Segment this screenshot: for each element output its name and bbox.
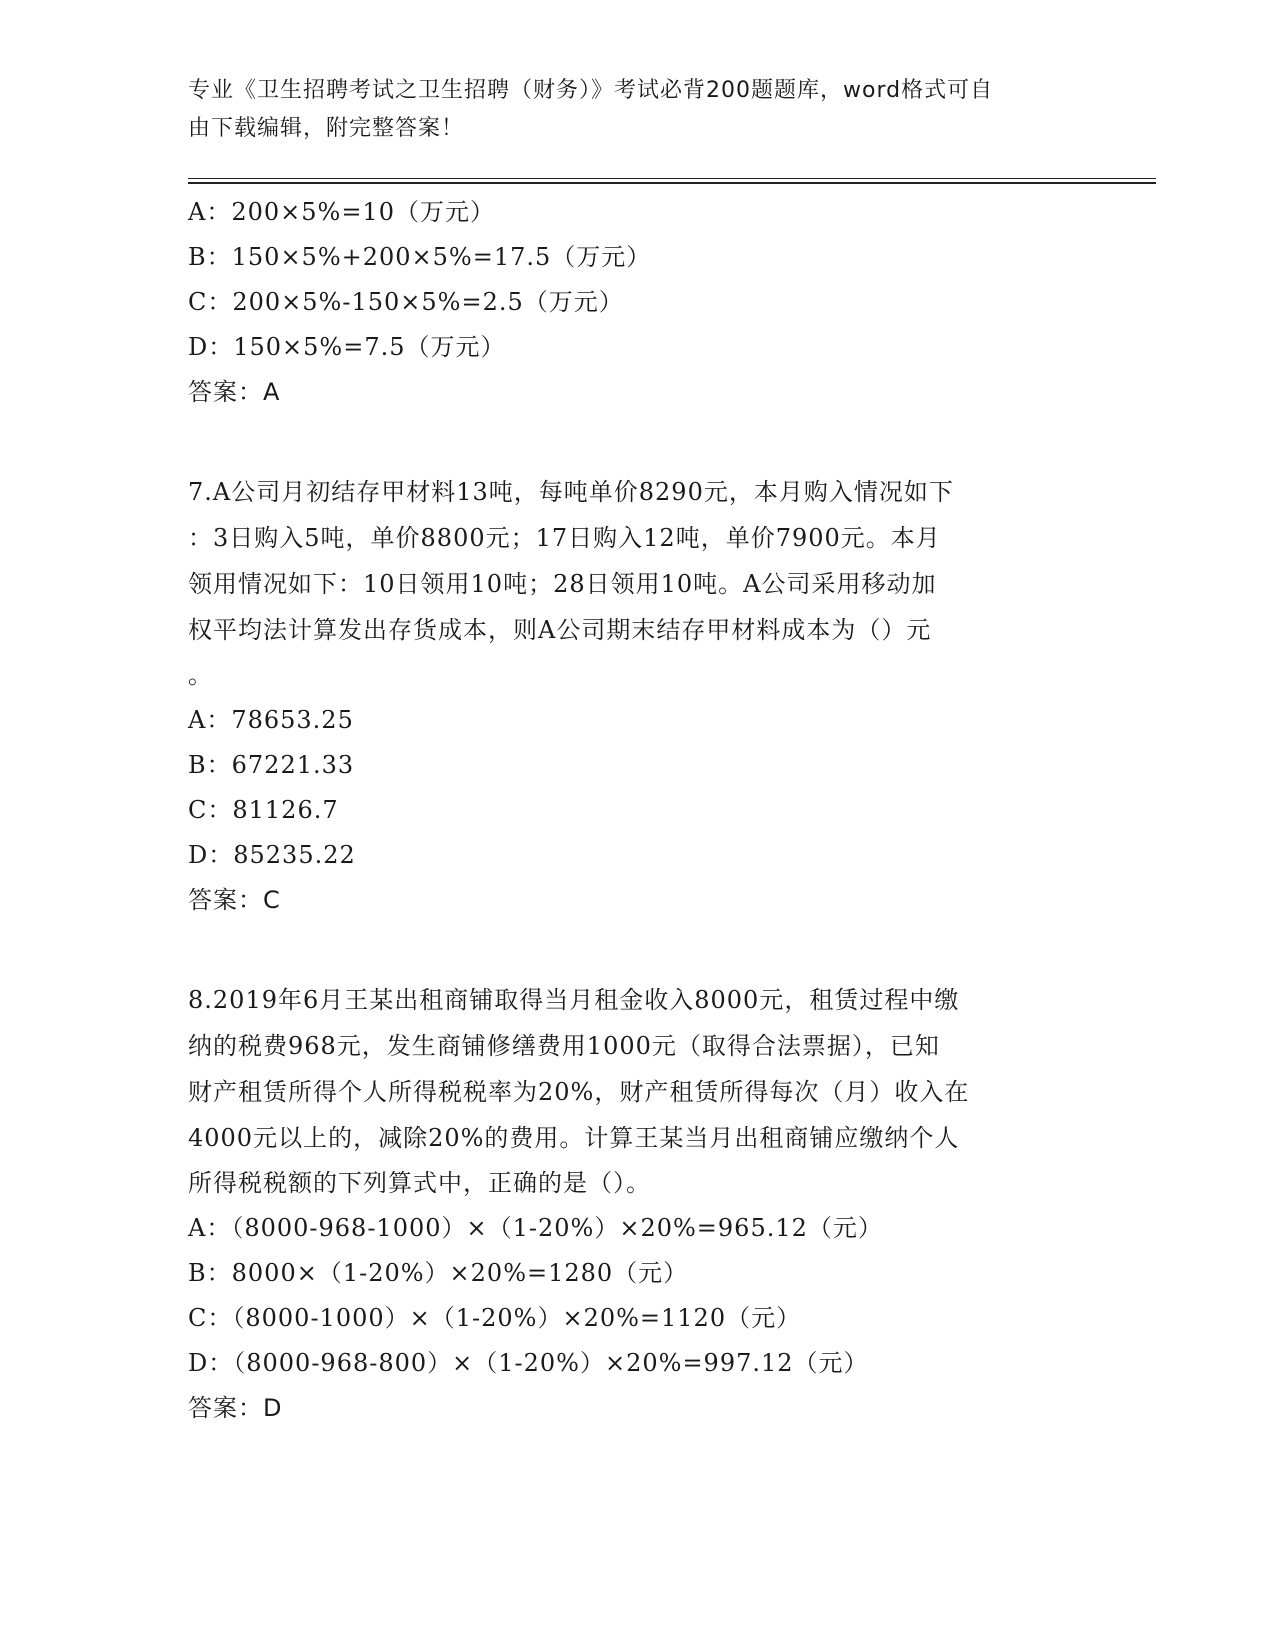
q7-option-d: D：85235.22 [188,841,356,869]
question-8-block [188,977,1088,1431]
q7-text-line-3: 领用情况如下：10日领用10吨；28日领用10吨。A公司采用移动加 [188,570,937,598]
q6-answer: 答案：A [188,378,281,406]
q7-text-line-1: 7.A公司月初结存甲材料13吨，每吨单价8290元，本月购入情况如下 [188,478,954,506]
q8-option-d: D：（8000-968-800）×（1-20%）×20%=997.12（元） [188,1349,869,1377]
question-6-block [188,190,1088,415]
q6-option-b: B：150×5%+200×5%=17.5（万元） [188,243,652,271]
q7-answer: 答案：C [188,886,281,914]
header-divider-thick [188,182,1156,184]
q8-option-b: B：8000×（1-20%）×20%=1280（元） [188,1259,689,1287]
q8-answer: 答案：D [188,1394,283,1422]
q7-option-a: A：78653.25 [188,706,354,734]
q8-text-line-3: 财产租赁所得个人所得税税率为20%，财产租赁所得每次（月）收入在 [188,1078,970,1106]
header-divider-thin [188,178,1156,179]
header-line-1: 专业《卫生招聘考试之卫生招聘（财务）》考试必背200题题库，word格式可自 [188,78,994,103]
q8-text-line-1: 8.2019年6月王某出租商铺取得当月租金收入8000元，租赁过程中缴 [188,986,960,1014]
spacer [188,923,1088,977]
q7-option-b: B：67221.33 [188,751,355,779]
q7-text-line-5: 。 [188,661,213,689]
q8-option-c: C：（8000-1000）×（1-20%）×20%=1120（元） [188,1304,802,1332]
document-header [188,72,1088,148]
spacer [188,415,1088,469]
q8-option-a: A：（8000-968-1000）×（1-20%）×20%=965.12（元） [188,1214,883,1242]
header-line-2: 由下载编辑，附完整答案！ [188,116,465,141]
q6-option-a: A：200×5%=10（万元） [188,198,495,226]
q7-text-line-4: 权平均法计算发出存货成本，则A公司期末结存甲材料成本为（）元 [188,616,932,644]
q7-option-c: C：81126.7 [188,796,339,824]
q8-text-line-4: 4000元以上的，减除20%的费用。计算王某当月出租商铺应缴纳个人 [188,1124,960,1152]
q6-option-d: D：150×5%=7.5（万元） [188,333,506,361]
question-7-block [188,469,1088,923]
document-body [188,190,1088,1431]
q8-text-line-2: 纳的税费968元，发生商铺修缮费用1000元（取得合法票据），已知 [188,1032,940,1060]
q7-text-line-2: ：3日购入5吨，单价8800元；17日购入12吨，单价7900元。本月 [188,524,941,552]
q6-option-c: C：200×5%-150×5%=2.5（万元） [188,288,624,316]
q8-text-line-5: 所得税税额的下列算式中，正确的是（）。 [188,1169,651,1197]
